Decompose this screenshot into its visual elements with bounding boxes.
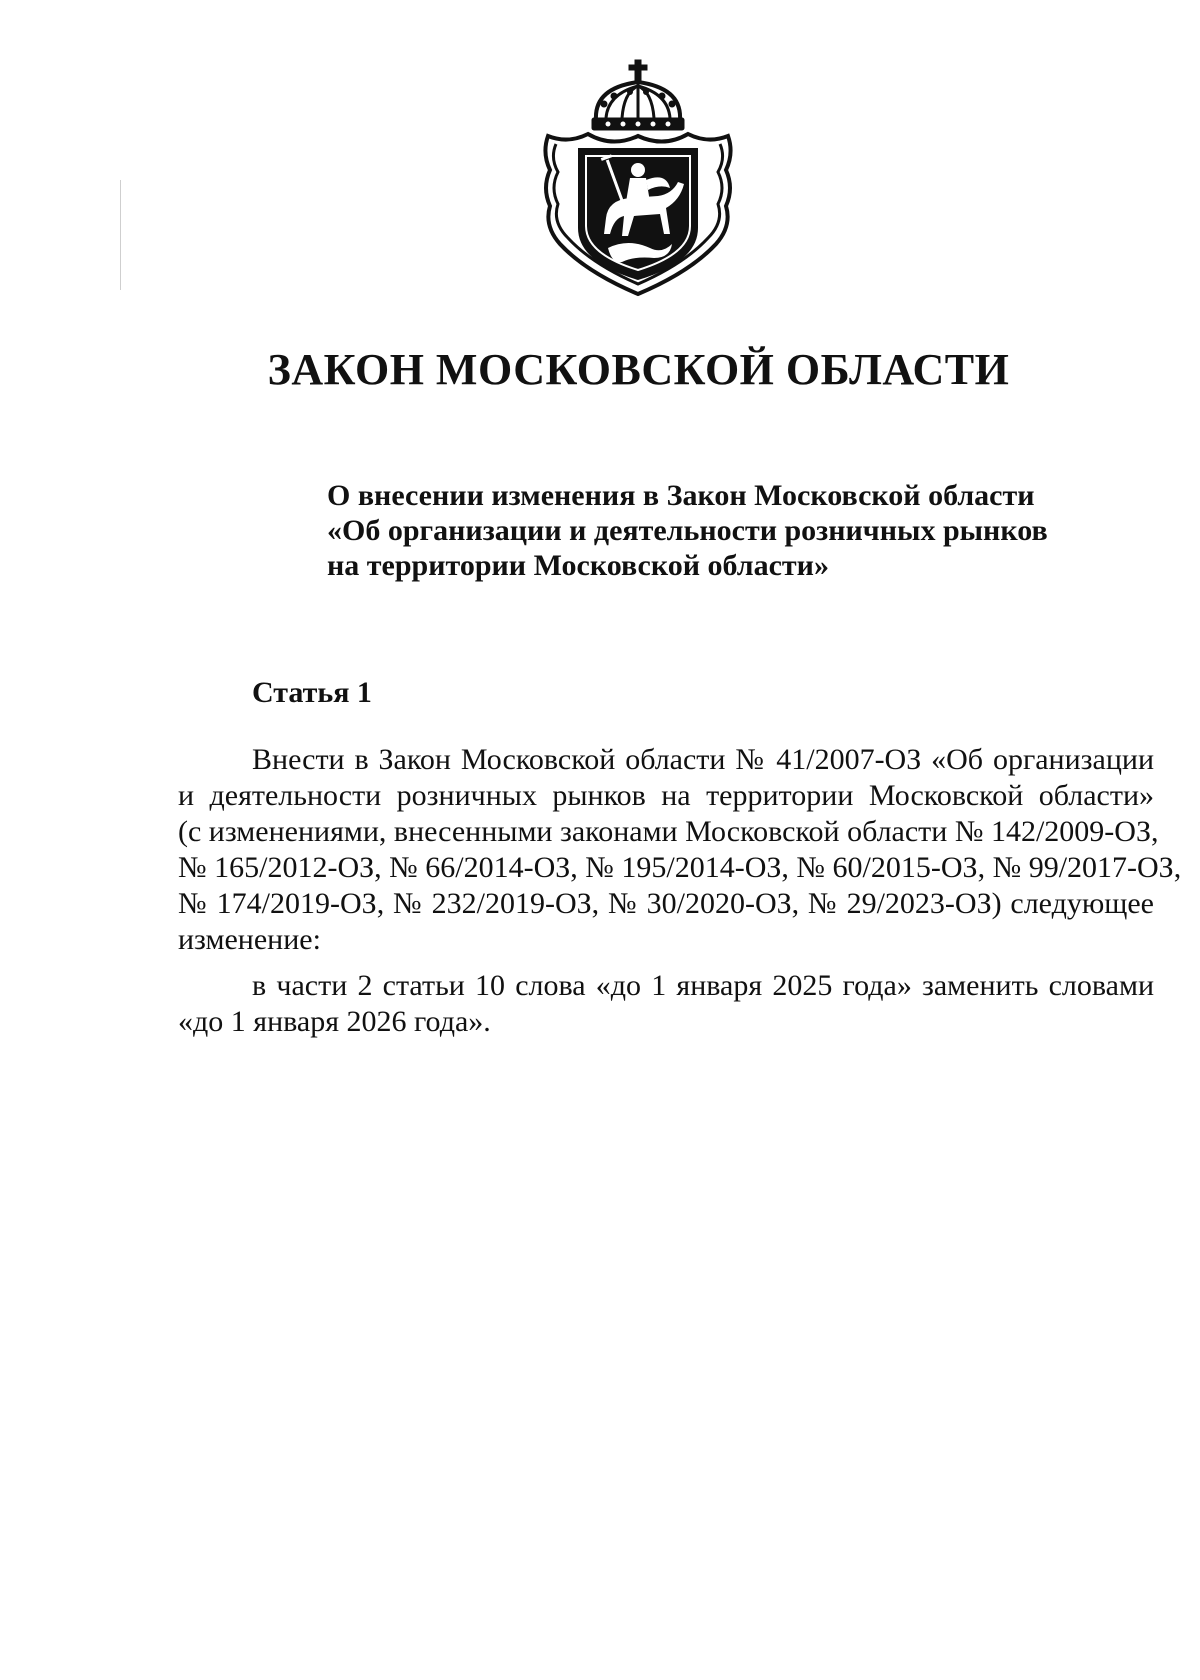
moscow-oblast-coat-of-arms-icon — [538, 58, 738, 298]
paragraph-line: в части 2 статьи 10 слова «до 1 января 2025 года» заменить словами — [252, 969, 1154, 1002]
subject-line: О внесении изменения в Закон Московской области — [327, 479, 1035, 512]
paragraph-line: изменение: — [178, 923, 321, 956]
paragraph-line: № 165/2012-ОЗ, № 66/2014-ОЗ, № 195/2014-ОЗ, № 60/2015-ОЗ, № 99/2017-ОЗ, — [178, 851, 1182, 884]
paragraph-line: и деятельности розничных рынков на территории Московской области» — [178, 779, 1154, 812]
subject-line: «Об организации и деятельности розничных рынков — [327, 514, 1048, 547]
law-subject — [327, 478, 1047, 583]
paragraph-line: № 174/2019-ОЗ, № 232/2019-ОЗ, № 30/2020-ОЗ, № 29/2023-ОЗ) следующее — [178, 887, 1154, 920]
article-paragraph-2 — [178, 968, 1154, 1040]
scan-margin-line — [120, 180, 121, 290]
paragraph-line: «до 1 января 2026 года». — [178, 1005, 491, 1038]
paragraph-line: Внести в Закон Московской области № 41/2007-ОЗ «Об организации — [252, 743, 1154, 776]
article-paragraph-1 — [178, 742, 1182, 958]
paragraph-line: (с изменениями, внесенными законами Московской области № 142/2009-ОЗ, — [178, 815, 1159, 848]
law-title: ЗАКОН МОСКОВСКОЙ ОБЛАСТИ — [267, 345, 1010, 394]
subject-line: на территории Московской области» — [327, 549, 829, 582]
article-heading: Статья 1 — [252, 676, 372, 709]
